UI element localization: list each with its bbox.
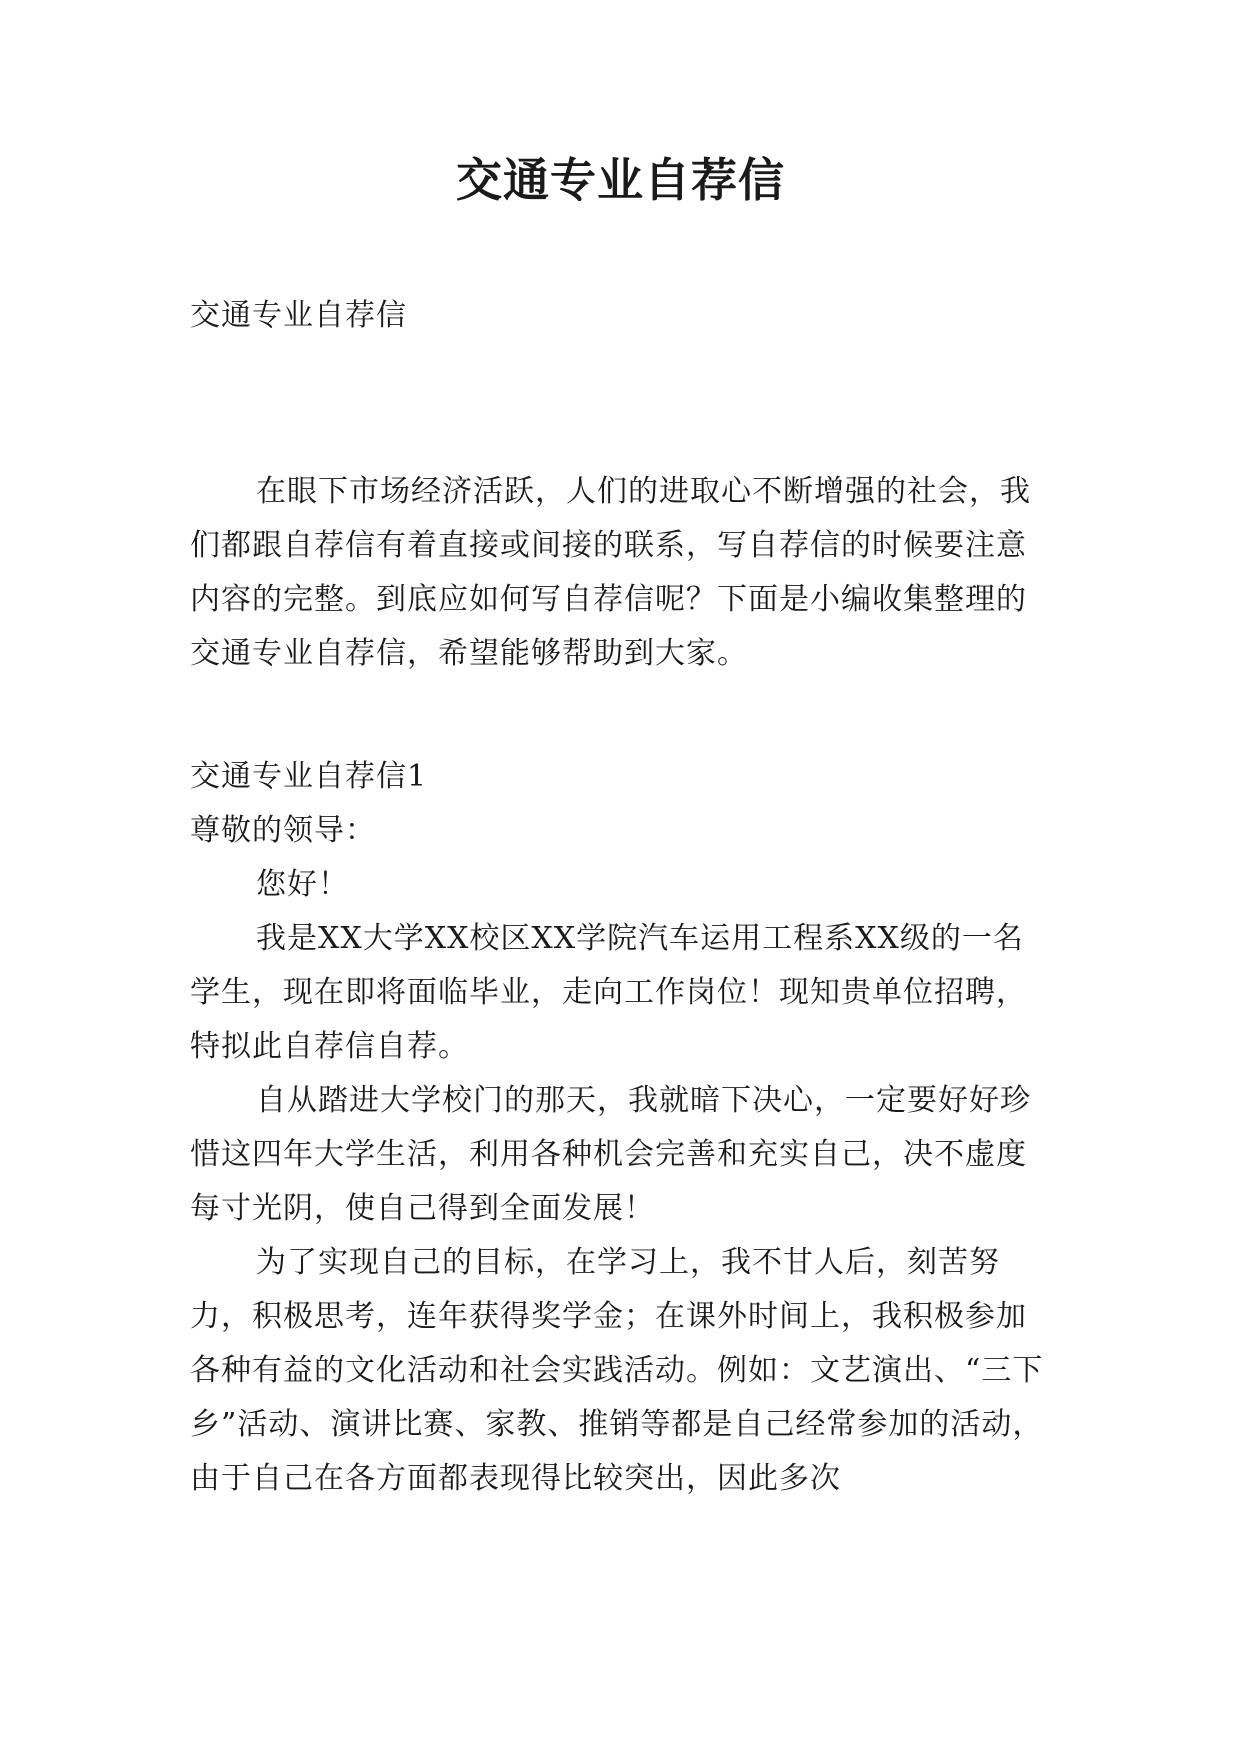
letter-paragraph: 我是XX大学XX校区XX学院汽车运用工程系XX级的一名学生，现在即将面临毕业，走向工作岗位！现知贵单位招聘，特拟此自荐信自荐。 — [190, 921, 1027, 1064]
letter-salutation: 尊敬的领导： — [190, 813, 376, 848]
intro-block — [190, 465, 1050, 681]
letter-paragraph: 自从踏进大学校门的那天，我就暗下决心，一定要好好珍惜这四年大学生活，利用各种机会完善和充实自己，决不虚度每寸光阴，使自己得到全面发展！ — [190, 1083, 1031, 1226]
letter-greeting: 您好！ — [256, 867, 349, 902]
document-subtitle — [190, 289, 1050, 343]
letter-paragraph: 为了实现自己的目标，在学习上，我不甘人后，刻苦努力，积极思考，连年获得奖学金；在课外时间上，我积极参加各种有益的文化活动和社会实践活动。例如：文艺演出、“三下乡”活动、演讲比赛、家教、推销等都是自己经常参加的活动，由于自己在各方面都表现得比较突出，因此多次 — [190, 1245, 1044, 1496]
intro-paragraph: 在眼下市场经济活跃，人们的进取心不断增强的社会，我们都跟自荐信有着直接或间接的联系，写自荐信的时候要注意内容的完整。到底应如何写自荐信呢？下面是小编收集整理的交通专业自荐信，希望能够帮助到大家。 — [190, 474, 1031, 671]
letter-section — [190, 750, 1050, 1506]
subtitle-text: 交通专业自荐信 — [190, 298, 407, 333]
document-title: 交通专业自荐信 — [456, 153, 785, 207]
section-heading: 交通专业自荐信1 — [190, 759, 428, 794]
